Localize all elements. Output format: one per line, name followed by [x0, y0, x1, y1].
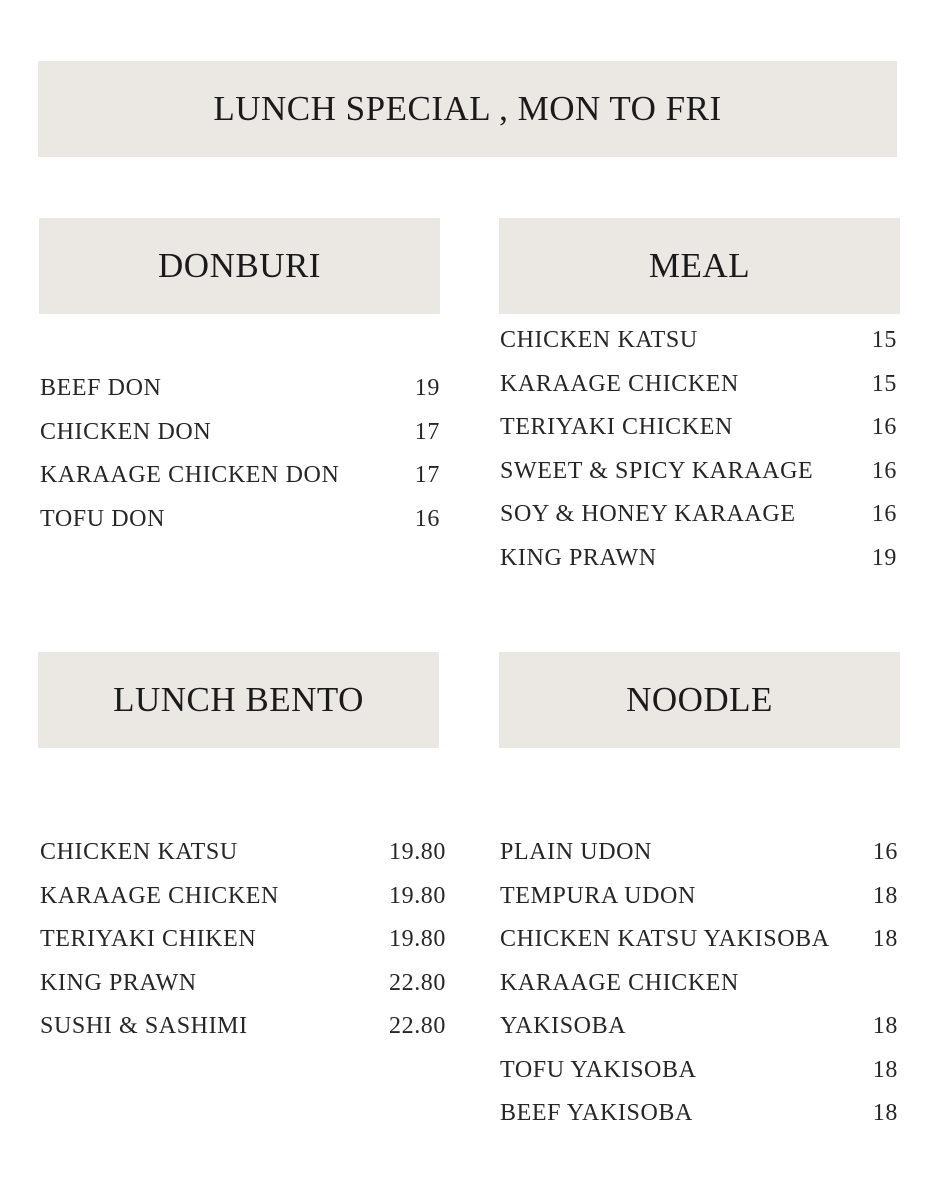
- item-name: TERIYAKI CHIKEN: [40, 926, 257, 952]
- item-name: TERIYAKI CHICKEN: [500, 414, 733, 440]
- meal-item-list: [500, 328, 897, 589]
- item-name: BEEF DON: [40, 375, 162, 401]
- item-name: CHICKEN KATSU YAKISOBA: [500, 926, 830, 952]
- menu-item: [40, 1014, 446, 1058]
- item-price: 16: [414, 505, 440, 532]
- item-price: 22.80: [389, 1013, 446, 1039]
- menu-item: [500, 415, 897, 459]
- item-name: CHICKEN DON: [40, 418, 212, 445]
- item-name: YAKISOBA: [500, 1013, 627, 1039]
- item-name: SWEET & SPICY KARAAGE: [500, 457, 814, 484]
- item-name: CHICKEN KATSU: [40, 839, 238, 865]
- item-name: BEEF YAKISOBA: [500, 1100, 693, 1126]
- menu-item: [500, 328, 897, 372]
- menu-item: [500, 971, 898, 1015]
- item-name: PLAIN UDON: [500, 839, 652, 865]
- item-price: 19: [414, 375, 440, 401]
- item-price: 17: [414, 462, 440, 488]
- menu-item: [40, 507, 440, 551]
- item-price: 18: [872, 1056, 898, 1083]
- lunch-bento-heading: LUNCH BENTO: [113, 680, 364, 719]
- title-banner: [38, 61, 897, 157]
- item-name: TOFU DON: [40, 505, 166, 532]
- menu-item: [40, 971, 446, 1015]
- item-price: 19.80: [389, 882, 446, 909]
- item-price: 18: [872, 1100, 898, 1126]
- item-price: 16: [871, 457, 897, 484]
- item-name: KING PRAWN: [500, 544, 657, 571]
- donburi-item-list: [40, 376, 440, 550]
- meal-section-banner: [499, 218, 900, 314]
- item-price: 19.80: [389, 926, 446, 952]
- item-price: 17: [414, 418, 440, 445]
- item-price: 16: [871, 501, 897, 527]
- menu-item: [40, 927, 446, 971]
- item-price: 15: [871, 370, 897, 397]
- menu-item: [500, 502, 897, 546]
- menu-item: [40, 463, 440, 507]
- item-name: TOFU YAKISOBA: [500, 1056, 697, 1083]
- item-name: SOY & HONEY KARAAGE: [500, 501, 796, 527]
- menu-item: [500, 927, 898, 971]
- menu-item: [40, 884, 446, 928]
- item-name: KARAAGE CHICKEN DON: [40, 462, 340, 488]
- item-name: CHICKEN KATSU: [500, 327, 698, 353]
- item-name: TEMPURA UDON: [500, 882, 696, 909]
- menu-item: [500, 1058, 898, 1102]
- lunch-bento-section-banner: [38, 652, 439, 748]
- item-name: KING PRAWN: [40, 969, 197, 996]
- item-price: 18: [872, 882, 898, 909]
- noodle-item-list: [500, 840, 898, 1145]
- item-price: 16: [872, 839, 898, 865]
- noodle-section-banner: [499, 652, 900, 748]
- menu-item: [40, 420, 440, 464]
- menu-item: [500, 1014, 898, 1058]
- menu-item: [500, 372, 897, 416]
- menu-item: [500, 840, 898, 884]
- menu-item: [40, 840, 446, 884]
- item-name: KARAAGE CHICKEN: [500, 969, 739, 996]
- item-price: 18: [872, 1013, 898, 1039]
- menu-item: [500, 1101, 898, 1145]
- item-name: KARAAGE CHICKEN: [40, 882, 279, 909]
- menu-item: [40, 376, 440, 420]
- item-price: 15: [871, 327, 897, 353]
- donburi-section-banner: [39, 218, 440, 314]
- item-price: 19.80: [389, 839, 446, 865]
- menu-item: [500, 884, 898, 928]
- item-price: 18: [872, 926, 898, 952]
- item-price: 19: [871, 544, 897, 571]
- noodle-heading: NOODLE: [626, 680, 773, 719]
- menu-item: [500, 459, 897, 503]
- item-name: SUSHI & SASHIMI: [40, 1013, 248, 1039]
- menu-item: [500, 546, 897, 590]
- item-price: 22.80: [389, 969, 446, 996]
- meal-heading: MEAL: [648, 246, 751, 285]
- lunch-bento-item-list: [40, 840, 446, 1058]
- item-name: KARAAGE CHICKEN: [500, 370, 739, 397]
- page-title: LUNCH SPECIAL , MON TO FRI: [213, 89, 722, 128]
- donburi-heading: DONBURI: [158, 246, 321, 285]
- item-price: 16: [871, 414, 897, 440]
